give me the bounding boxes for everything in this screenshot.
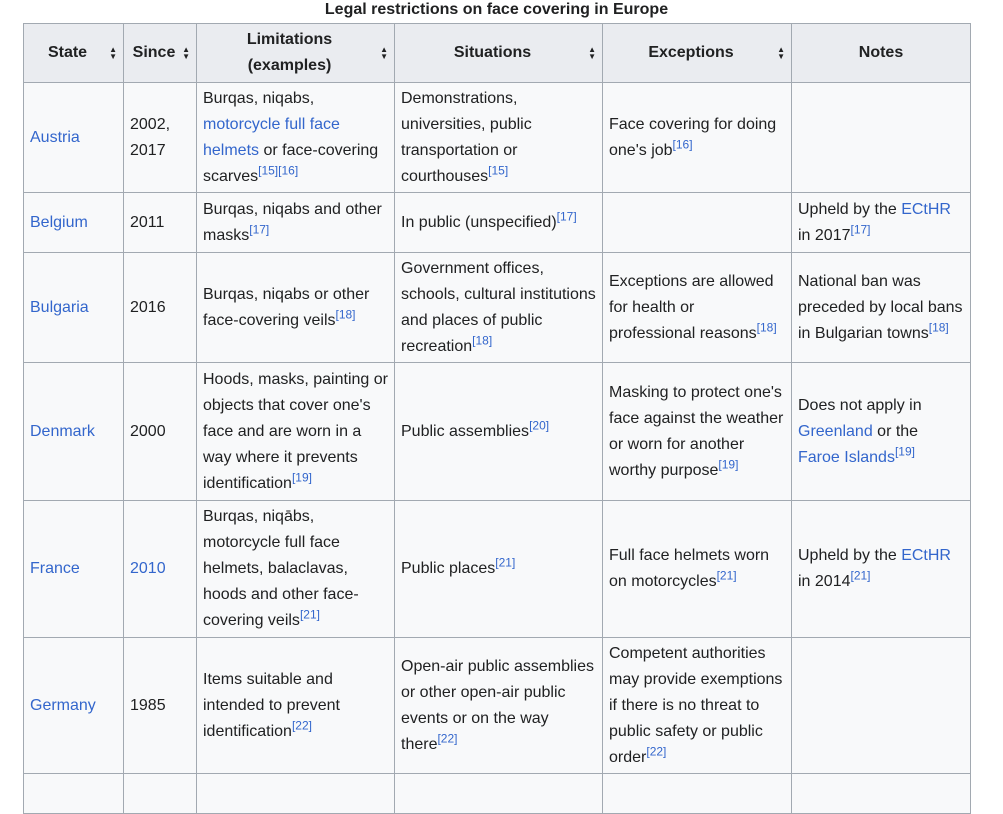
citation-link[interactable]: [17] [249,222,270,237]
situations-text: Public assemblies [401,422,530,440]
notes-text: Upheld by the [798,200,902,218]
citation-link[interactable]: [21] [299,607,320,622]
state-cell [24,83,124,193]
state-link[interactable]: Belgium [30,213,88,231]
notes-cell [792,638,971,774]
since-value: 1985 [130,696,166,714]
situations-text: Government offices, schools, cultural institutions and places of public recreation [401,259,596,355]
since-value: 2011 [130,213,165,231]
notes-text: or the [872,422,919,440]
since-cell [124,193,197,253]
table-row [24,253,971,363]
notes-cell [792,774,971,814]
exceptions-text: Exceptions are allowed for health or professional reasons [609,272,774,342]
header-situations-label: Situations [453,44,532,61]
sort-icon[interactable]: ▲ ▼ [380,45,388,61]
citation-link[interactable]: [18] [756,320,777,335]
limitations-text: Burqas, niqabs and other masks [203,200,382,244]
citation-link[interactable]: [20] [529,418,550,433]
greenland-link[interactable]: Greenland [798,422,873,440]
exceptions-text: Full face helmets worn on motorcycles [609,547,770,590]
citation-link[interactable]: [15] [258,163,279,178]
citation-link[interactable]: [17] [850,222,871,237]
ecthr-link[interactable]: ECtHR [901,547,951,564]
notes-text: Upheld by the [798,547,902,564]
situations-cell [395,83,603,193]
exceptions-text: Face covering for doing one's job [609,115,777,159]
limitations-cell [197,83,395,193]
limitations-text: Items suitable and intended to prevent identification [203,670,340,740]
exceptions-text: Competent authorities may provide exemptions if there is no threat to public safety or public order [609,644,783,766]
notes-cell [792,501,971,638]
situations-cell [395,501,603,638]
notes-text: National ban was preceded by local bans in Bulgarian towns [798,272,963,342]
sort-icon[interactable]: ▲ ▼ [109,45,117,61]
citation-link[interactable]: [19] [894,444,915,459]
limitations-cell [197,363,395,501]
situations-text: Public places [401,560,496,577]
state-cell [24,638,124,774]
limitations-cell [197,774,395,814]
exceptions-cell [603,501,792,638]
header-limitations-label-1: Limitations [246,31,333,48]
header-exceptions[interactable] [603,24,792,83]
exceptions-text: Masking to protect one's face against the weather or worn for another worthy purpose [609,383,784,479]
limitations-cell [197,638,395,774]
situations-cell [395,193,603,253]
table-row [24,363,971,501]
table-caption: Legal restrictions on face covering in Europe [324,1,669,18]
since-cell [124,774,197,814]
state-link[interactable]: Germany [30,696,96,714]
faroe-islands-link[interactable]: Faroe Islands [798,448,895,466]
notes-cell [792,363,971,501]
exceptions-cell [603,638,792,774]
situations-cell [395,638,603,774]
state-cell [24,253,124,363]
header-exceptions-label: Exceptions [648,44,734,61]
limitations-text: Burqas, niqābs, motorcycle full face helmets, balaclavas, hoods and other face-covering veils [203,508,359,629]
exceptions-cell [603,363,792,501]
limitations-text: or face-covering scarves [203,141,379,185]
header-row [24,24,971,83]
table-row [24,193,971,253]
notes-text: in 2014 [798,573,851,590]
since-value: 2000 [130,422,166,440]
situations-cell [395,363,603,501]
situations-cell [395,774,603,814]
state-cell [24,363,124,501]
citation-link[interactable]: [19] [291,470,312,485]
since-cell [124,638,197,774]
header-state-label: State [47,44,88,61]
notes-text: in 2017 [798,226,851,244]
situations-text: In public (unspecified) [401,213,557,231]
state-cell [24,193,124,253]
state-link[interactable]: Denmark [30,422,95,440]
since-cell [124,501,197,638]
header-state[interactable] [24,24,124,83]
restrictions-table [23,23,971,814]
citation-link[interactable]: [22] [646,744,667,759]
table-row [24,638,971,774]
citation-link[interactable]: [18] [472,333,493,348]
limitations-cell [197,193,395,253]
citation-link[interactable]: [15] [488,163,509,178]
state-cell [24,501,124,638]
state-link[interactable]: Austria [30,128,80,146]
table-row [24,83,971,193]
citation-link[interactable]: [17] [556,209,577,224]
ecthr-link[interactable]: ECtHR [901,200,951,218]
situations-text: Demonstrations, universities, public transportation or courthouses [401,89,532,185]
header-since[interactable] [124,24,197,83]
citation-link[interactable]: [22] [437,731,458,746]
citation-link[interactable]: [18] [335,307,356,322]
table-row [24,774,971,814]
situations-text: Open-air public assemblies or other open-air public events or on the way there [401,657,594,753]
state-link[interactable]: France [30,560,80,577]
header-limitations-label-2: (examples) [247,57,332,74]
citation-link[interactable]: [16] [672,137,693,152]
citation-link[interactable]: [21] [850,568,871,583]
citation-link[interactable]: [21] [495,555,516,570]
citation-link[interactable]: [21] [716,568,737,583]
notes-cell [792,253,971,363]
limitations-text: Burqas, niqabs, [203,89,315,107]
sort-icon[interactable]: ▲ ▼ [182,45,190,61]
citation-link[interactable]: [16] [278,163,299,178]
header-notes-label: Notes [858,44,904,61]
notes-cell [792,193,971,253]
citation-link[interactable]: [19] [718,457,739,472]
citation-link[interactable]: [22] [291,718,312,733]
header-situations[interactable] [395,24,603,83]
exceptions-cell [603,253,792,363]
situations-cell [395,253,603,363]
header-limitations[interactable] [197,24,395,83]
since-value: 2002, 2017 [130,115,171,159]
header-notes [792,24,971,83]
limitations-cell [197,501,395,638]
citation-link[interactable]: [18] [928,320,949,335]
exceptions-cell [603,83,792,193]
state-cell [24,774,124,814]
exceptions-cell [603,193,792,253]
sort-icon[interactable]: ▲ ▼ [777,45,785,61]
limitations-text: Burqas, niqabs or other face-covering veils [203,285,370,329]
since-cell [124,253,197,363]
since-cell [124,83,197,193]
table-row [24,501,971,638]
notes-cell [792,83,971,193]
limitations-text: Hoods, masks, painting or objects that cover one's face and are worn in a way where it prevents identification [203,370,388,492]
limitations-cell [197,253,395,363]
since-link[interactable]: 2010 [130,560,166,577]
sort-icon[interactable]: ▲ ▼ [588,45,596,61]
exceptions-cell [603,774,792,814]
notes-text: Does not apply in [798,396,922,414]
helmet-link[interactable]: motorcycle full face helmets [203,115,340,159]
header-since-label: Since [132,44,176,61]
since-value: 2016 [130,298,166,316]
state-link[interactable]: Bulgaria [30,298,89,316]
since-cell [124,363,197,501]
